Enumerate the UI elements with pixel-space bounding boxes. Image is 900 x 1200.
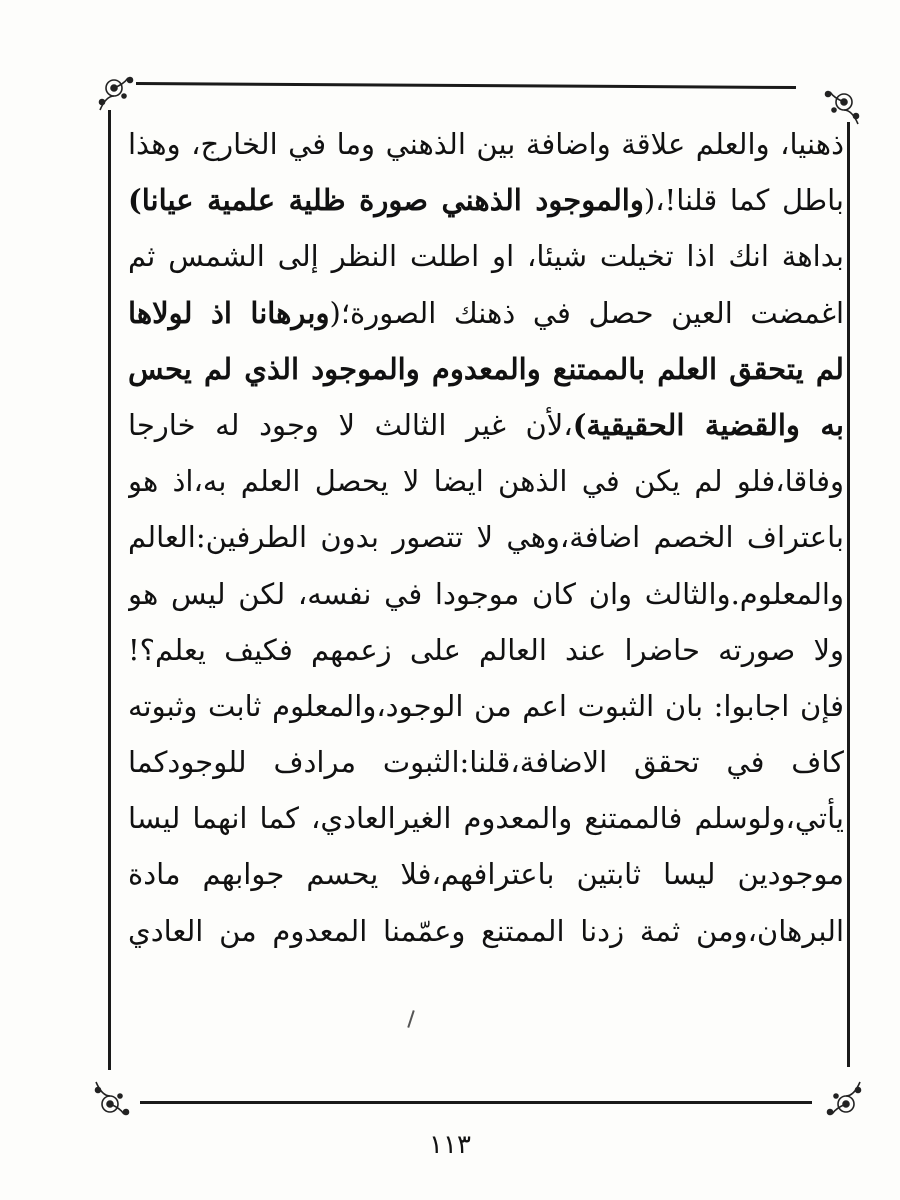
text-line — [128, 790, 844, 846]
corner-ornament-icon — [810, 1066, 866, 1122]
bold-text-segment: والموجود الذهني صورة ظلية علمية عيانا) — [128, 183, 644, 218]
text-segment: ولا صورته حاضرا عند العالم على زعمهم فكيف يعلم؟! — [128, 632, 844, 667]
text-line — [128, 453, 844, 509]
text-segment: اغمضت العين حصل في ذهنك الصورة؛( — [329, 295, 844, 330]
border-top-line — [136, 82, 796, 89]
text-segment: باطل كما قلنا!،( — [643, 183, 844, 218]
text-line — [128, 678, 844, 734]
text-line — [128, 734, 844, 790]
text-line — [128, 397, 844, 453]
border-right-line — [847, 122, 850, 1067]
page-number: ١١٣ — [429, 1130, 471, 1160]
text-segment: والمعلوم.والثالث وان كان موجودا في نفسه، لكن ليس هو — [128, 576, 844, 611]
text-segment: بداهة انك اذا تخيلت شيئا، او اطلت النظر إلى الشمس ثم — [128, 239, 844, 274]
text-segment: وفاقا،فلو لم يكن في الذهن ايضا لا يحصل العلم به،اذ هو — [128, 464, 844, 499]
text-line — [128, 341, 844, 397]
text-line — [128, 172, 844, 228]
text-segment: موجودين ليسا ثابتين باعترافهم،فلا يحسم جوابهم مادة — [128, 857, 844, 892]
text-line — [128, 566, 844, 622]
text-line — [128, 285, 844, 341]
text-line — [128, 622, 844, 678]
border-left-line — [108, 110, 111, 1070]
body-text — [128, 116, 844, 959]
text-line — [128, 116, 844, 172]
text-segment: البرهان،ومن ثمة زدنا الممتنع وعمّمنا المعدوم من العادي — [128, 913, 844, 948]
corner-ornament-icon — [90, 1066, 146, 1122]
text-line — [128, 846, 844, 902]
text-line — [128, 509, 844, 565]
text-segment: ذهنيا، والعلم علاقة واضافة بين الذهني وما في الخارج، وهذا — [128, 127, 844, 161]
text-segment: ،لأن غير الثالث لا وجود له خارجا — [128, 407, 573, 442]
bold-text-segment: وبرهانا اذ لولاها — [128, 295, 330, 330]
border-bottom-line — [140, 1101, 812, 1104]
bold-text-segment: لم يتحقق العلم بالممتنع والمعدوم والموجود الذي لم يحس — [128, 351, 844, 386]
text-segment: فإن اجابوا: بان الثبوت اعم من الوجود،والمعلوم ثابت وثبوته — [128, 688, 844, 723]
text-segment: باعتراف الخصم اضافة،وهي لا تتصور بدون الطرفين:العالم — [128, 520, 844, 555]
text-line — [128, 903, 844, 959]
text-segment: كاف في تحقق الاضافة،قلنا:الثبوت مرادف للوجودكما — [128, 745, 844, 780]
text-line — [128, 228, 844, 284]
bold-text-segment: به والقضية الحقيقية) — [572, 407, 844, 442]
text-segment: يأتي،ولوسلم فالممتنع والمعدوم الغيرالعادي، كما انهما ليسا — [128, 801, 844, 836]
